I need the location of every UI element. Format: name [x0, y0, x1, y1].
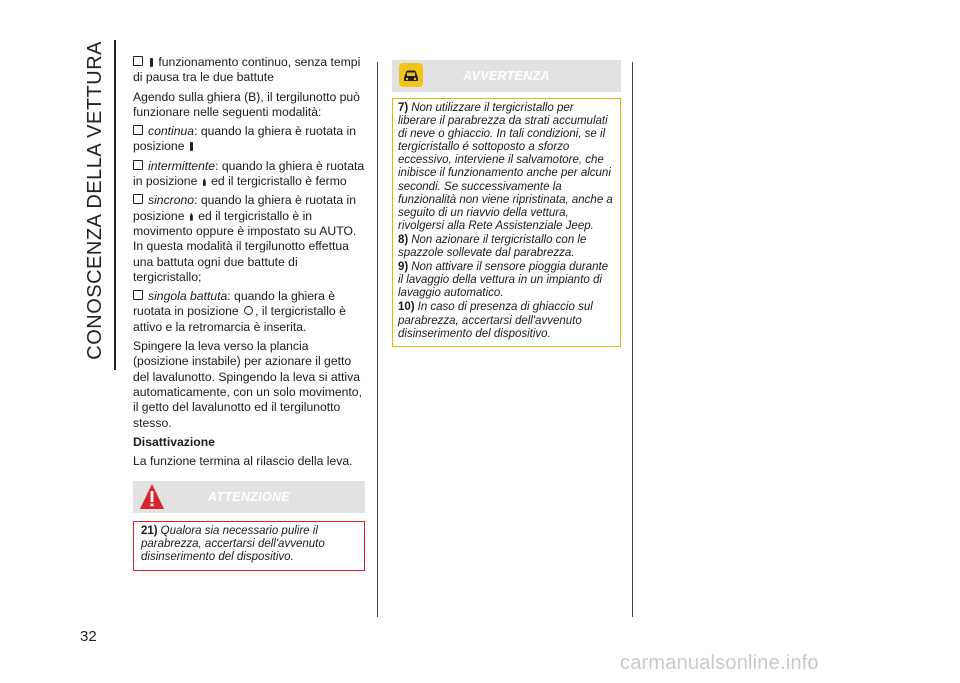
checkbox-bullet-icon [133, 160, 143, 170]
wiper-position-icon [190, 142, 193, 151]
wiper-sync-icon [190, 213, 193, 221]
paragraph: Agendo sulla ghiera (B), il tergilunotto può funzionare nelle seguenti modalità: [133, 89, 360, 119]
note-item: 8) Non azionare il tergicristallo con le spazzole sollevate dal parabrezza. [398, 233, 587, 260]
paragraph: La funzione termina al rilascio della leva. [133, 454, 353, 469]
section-divider [114, 40, 116, 370]
list-item: singola battuta: quando la ghiera è ruotata in posizione , il tergicristallo è attivo e la retromarcia è inserita. [133, 289, 346, 334]
list-item: sincrono: quando la ghiera è ruotata in posizione ed il tergicristallo è in movimento oppure è impostato su AUTO. In questa modalità il tergilunotto effettua una battuta ogni due battute di tergicristallo; [133, 193, 357, 284]
paragraph: Spingere la leva verso la plancia (posizione instabile) per azionare il getto del lavalunotto. Spingendo la leva si attiva automaticamente, con un solo movimento, il getto del lavalunotto ed il tergilunotto stesso. [133, 339, 362, 430]
warning-box [392, 60, 621, 347]
main-text-column [133, 55, 365, 473]
checkbox-bullet-icon [133, 125, 143, 135]
warning-header: AVVERTENZA [392, 60, 621, 92]
page-number: 32 [80, 628, 97, 645]
subheading: Disattivazione [133, 434, 215, 449]
warning-notes [392, 98, 621, 347]
wiper-position-icon [150, 58, 153, 67]
note-item: 21) Qualora sia necessario pulire il parabrezza, accertarsi dell'avvenuto disinserimento del dispositivo. [141, 525, 325, 564]
note-item: 9) Non attivare il sensore pioggia durante il lavaggio della vettura in un impianto di lavaggio automatico. [398, 261, 609, 300]
checkbox-bullet-icon [133, 194, 143, 204]
attention-box [133, 481, 365, 571]
wiper-single-stroke-icon [244, 306, 253, 315]
watermark-text: carmanualsonline.info [620, 652, 819, 674]
list-item: intermittente: quando la ghiera è ruotata in posizione ed il tergicristallo è fermo [133, 158, 365, 189]
list-item: continua: quando la ghiera è ruotata in posizione [133, 124, 357, 154]
wiper-intermittent-icon [203, 178, 206, 186]
section-title: CONOSCENZA DELLA VETTURA [83, 41, 106, 360]
column-divider [377, 62, 378, 617]
attention-header: ATTENZIONE [133, 481, 365, 513]
note-item: 10) In caso di presenza di ghiaccio sul parabrezza, accertarsi dell'avvenuto disinserimento del dispositivo. [398, 301, 593, 340]
note-item: 7) Non utilizzare il tergicristallo per liberare il parabrezza da strati accumulati di neve o ghiaccio. In tali condizioni, se il tergicristallo é sottoposto a sforzo eccessivo, interviene il salvamotore, che inibisce il funzionamento anche per alcuni secondi. Se successivamente la funzionalità non viene ripristinata, anche a seguito di un riavvio della vettura, rivolgersi alla Rete Assistenziale Jeep. [398, 102, 613, 232]
attention-notes [133, 521, 365, 571]
list-item: funzionamento continuo, senza tempi di pausa tra le due battute [133, 55, 361, 85]
column-divider [632, 62, 633, 617]
checkbox-bullet-icon [133, 290, 143, 300]
checkbox-bullet-icon [133, 56, 143, 66]
